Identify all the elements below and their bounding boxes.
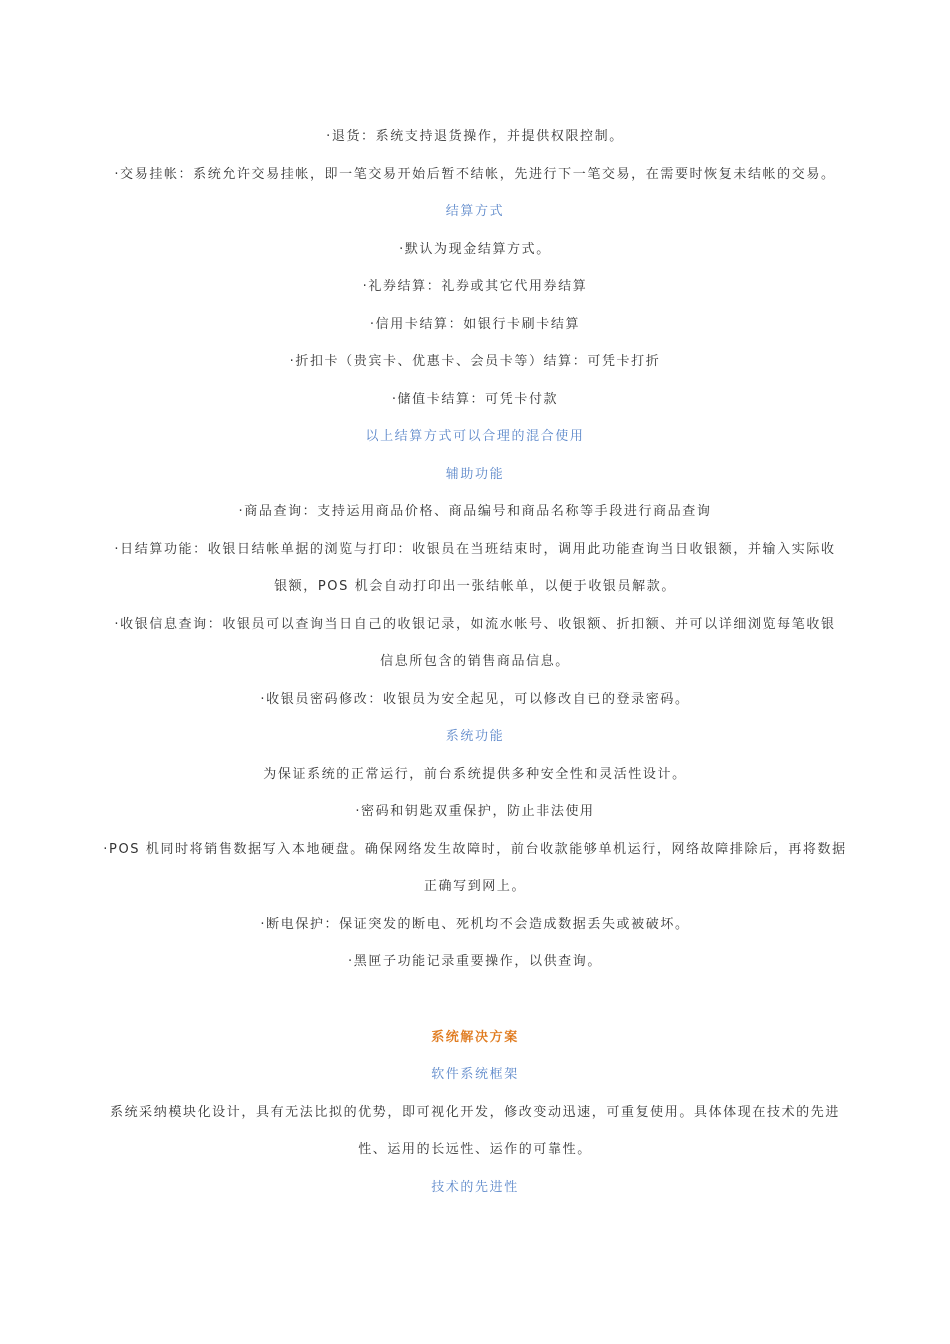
settlement-stored-value: ·储值卡结算：可凭卡付款 (391, 391, 559, 407)
daily-settlement-line-2: 银额，POS 机会自动打印出一张结帐单，以便于收银员解款。 (274, 579, 676, 594)
framework-line-2: 性、运用的长远性、运作的可靠性。 (358, 1142, 592, 1157)
power-protection-item: ·断电保护：保证突发的断电、死机均不会造成数据丢失或被破坏。 (260, 916, 690, 932)
cashier-info-line-1: ·收银信息查询：收银员可以查询当日自己的收银记录，如流水帐号、收银额、折扣额、并可以详细浏览每笔收银 (114, 616, 836, 632)
advanced-tech-heading: 技术的先进性 (431, 1179, 519, 1195)
solution-section-heading: 系统解决方案 (431, 1029, 519, 1045)
return-item: ·退货：系统支持退货操作，并提供权限控制。 (326, 129, 624, 144)
local-storage-line-1: ·POS 机同时将销售数据写入本地硬盘。确保网络发生故障时，前台收款能够单机运行，网络故障排除后，再将数据 (103, 841, 847, 857)
framework-heading: 软件系统框架 (431, 1067, 519, 1082)
system-heading: 系统功能 (445, 729, 505, 744)
daily-settlement-line-1: ·日结算功能：收银日结帐单据的浏览与打印：收银员在当班结束时，调用此功能查询当日收银额，并输入实际收 (114, 541, 836, 557)
settlement-note: 以上结算方式可以合理的混合使用 (365, 429, 585, 444)
dual-protection-item: ·密码和钥匙双重保护，防止非法使用 (355, 804, 595, 819)
system-intro: 为保证系统的正常运行，前台系统提供多种安全性和灵活性设计。 (263, 766, 687, 782)
settlement-heading: 结算方式 (445, 204, 505, 219)
black-box-item: ·黑匣子功能记录重要操作，以供查询。 (348, 954, 602, 969)
settlement-cash: ·默认为现金结算方式。 (399, 241, 551, 257)
local-storage-line-2: 正确写到网上。 (423, 879, 527, 894)
section-gap (60, 981, 890, 1019)
settlement-discount-card: ·折扣卡（贵宾卡、优惠卡、会员卡等）结算：可凭卡打折 (289, 354, 661, 369)
settlement-voucher: ·礼券结算：礼券或其它代用券结算 (362, 279, 588, 294)
settlement-credit-card: ·信用卡结算：如银行卡刷卡结算 (369, 316, 581, 332)
suspend-transaction-item: ·交易挂帐：系统允许交易挂帐，即一笔交易开始后暂不结帐，先进行下一笔交易，在需要时恢复未结帐的交易。 (114, 166, 836, 182)
product-query-item: ·商品查询：支持运用商品价格、商品编号和商品名称等手段进行商品查询 (238, 504, 712, 519)
document-body (60, 118, 890, 1206)
cashier-info-line-2: 信息所包含的销售商品信息。 (380, 654, 570, 669)
password-change-item: ·收银员密码修改：收银员为安全起见，可以修改自已的登录密码。 (260, 691, 690, 707)
framework-line-1: 系统采纳模块化设计，具有无法比拟的优势，即可视化开发，修改变动迅速，可重复使用。具体体现在技术的先进 (109, 1104, 840, 1120)
auxiliary-heading: 辅助功能 (445, 466, 505, 482)
